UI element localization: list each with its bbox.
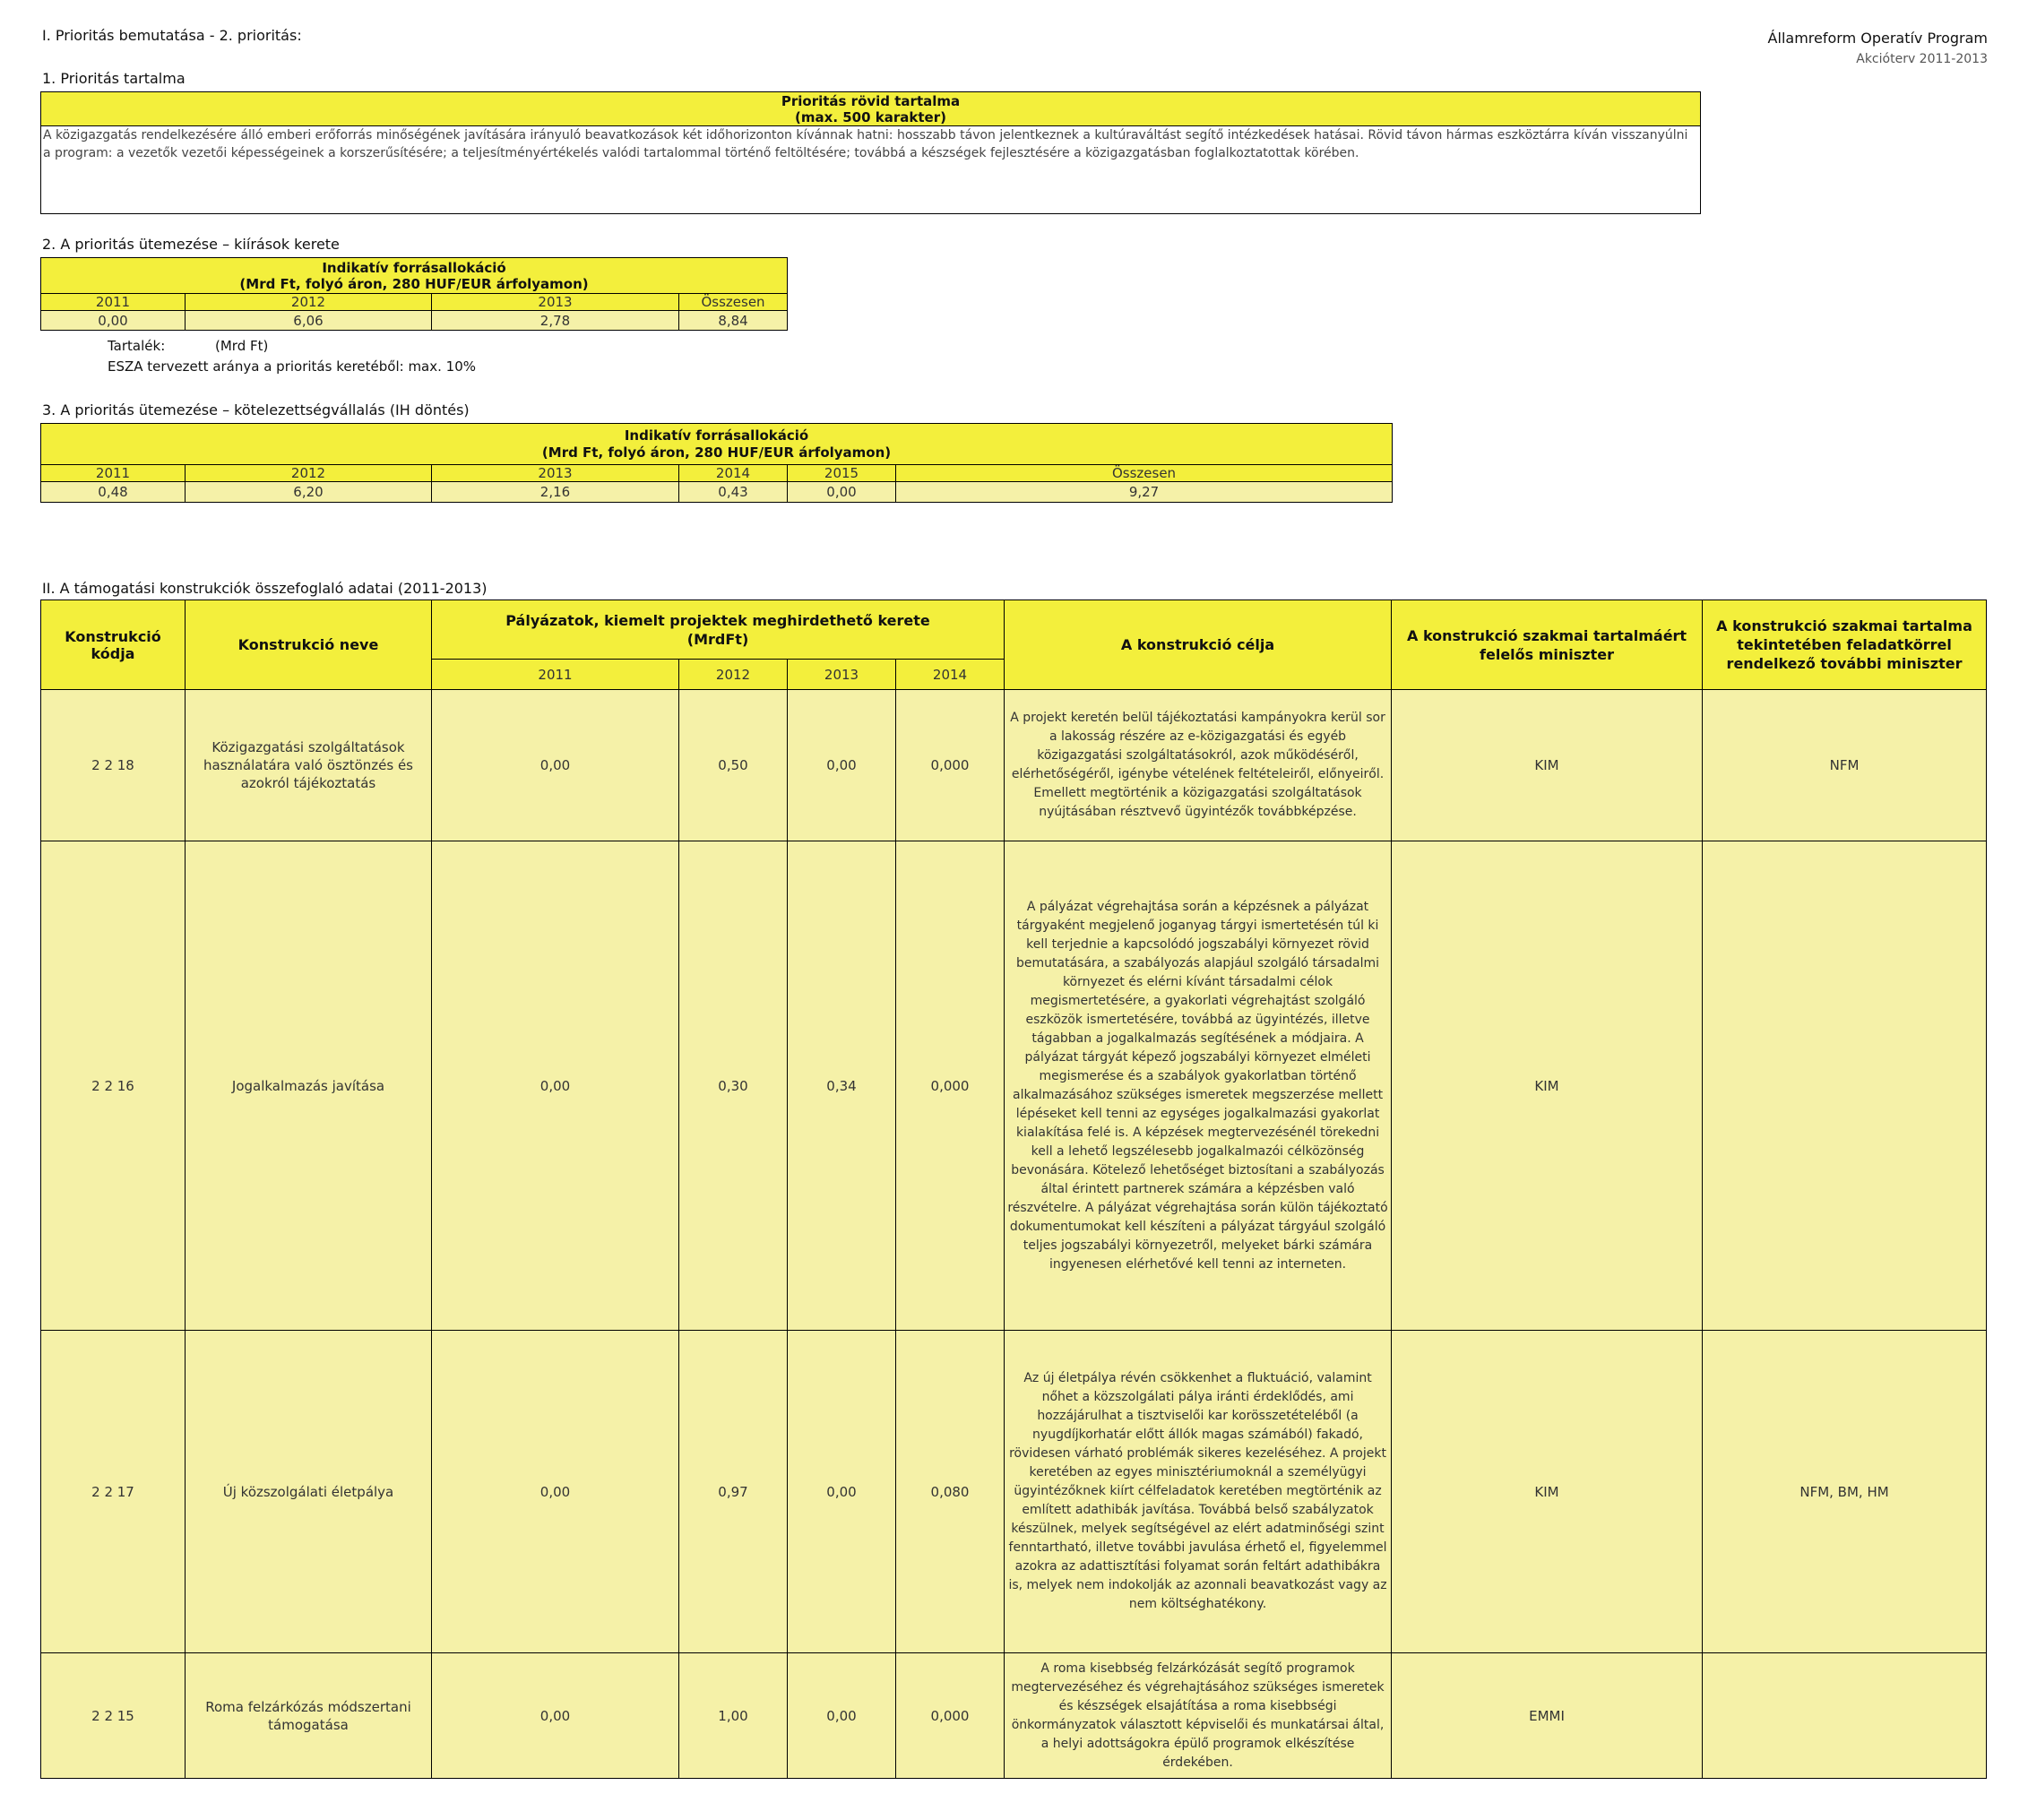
constructions-table <box>40 599 1987 1779</box>
row-value-2014: 0,000 <box>896 841 1005 1331</box>
row-responsible-minister: KIM <box>1392 690 1703 841</box>
s3-col-2014: 2014 <box>679 465 788 482</box>
col-header-name: Konstrukció neve <box>186 600 432 690</box>
row-value-2011: 0,00 <box>432 841 679 1331</box>
table-row <box>41 1331 1987 1653</box>
s2-title: 2. A prioritás ütemezése – kiírások kerete <box>42 236 340 253</box>
col-header-2013: 2013 <box>788 660 896 690</box>
row-name: Új közszolgálati életpálya <box>186 1331 432 1653</box>
row-further-minister <box>1703 841 1987 1331</box>
s3-commitment-table <box>40 423 1393 503</box>
row-responsible-minister: KIM <box>1392 1331 1703 1653</box>
priority-content-text: A közigazgatás rendelkezésére álló emberi erőforrás minőségének javítására irányuló beavatkozások két időhorizonton kívánnak hatni: hosszabb távon jelentkeznek a kultúraváltást segítő intézkedések hatásai. Rövid távon hármas eszköztárra kíván visszanyúlni a program: a vezetők vezetői képességeinek a korszerűsítésére; a teljesítményértékelés valódi tartalommal történő feltöltésére; továbbá a készségek fejlesztésére a közigazgatásban foglalkoztatottak körében. <box>41 126 1701 214</box>
table-row <box>41 690 1987 841</box>
priority-content-header: Prioritás rövid tartalma (max. 500 karakter) <box>41 92 1701 126</box>
row-code: 2 2 16 <box>41 841 186 1331</box>
row-value-2013: 0,00 <box>788 1653 896 1779</box>
s2-val-2012: 6,06 <box>186 311 432 331</box>
row-name: Közigazgatási szolgáltatások használatára való ösztönzés és azokról tájékoztatás <box>186 690 432 841</box>
row-goal: A pályázat végrehajtása során a képzésnek a pályázat tárgyaként megjelenő joganyag tárgyi ismertetésén túl ki kell terjednie a kapcsolódó jogszabályi környezet rövid bemutatására, a szabályozás alapjául szolgáló társadalmi környezet és elérni kívánt társadalmi célok megismertetésére, a gyakorlati végrehajtást szolgáló eszközök ismertetésére, továbbá az ügyintézés, illetve tágabban a jogalkalmazás segítésének a módjaira. A pályázat tárgyát képező jogszabályi környezet elméleti megismerése és a szabályok gyakorlatban történő alkalmazásához szükséges ismeretek megszerzése mellett lépéseket kell tenni az egységes jogalkalmazási gyakorlat kialakítása felé is. A képzések megtervezésénél törekedni kell a lehető legszélesebb jogalkalmazói célközönség bevonására. Kötelező lehetőséget biztosítani a szabályozás által érintett partnerek számára a képzésben való részvételre. A pályázat végrehajtása során külön tájékoztató dokumentumokat kell készíteni a pályázat tárgyául szolgáló teljes jogszabályi környezetről, melyeket bárki számára ingyenesen elérhetővé kell tenni az interneten. <box>1005 841 1392 1331</box>
row-name: Roma felzárkózás módszertani támogatása <box>186 1653 432 1779</box>
col-header-2014: 2014 <box>896 660 1005 690</box>
s3-header: Indikatív forrásallokáció (Mrd Ft, folyó áron, 280 HUF/EUR árfolyamon) <box>41 424 1393 465</box>
row-value-2014: 0,000 <box>896 690 1005 841</box>
row-name: Jogalkalmazás javítása <box>186 841 432 1331</box>
row-value-2014: 0,080 <box>896 1331 1005 1653</box>
col-header-2011: 2011 <box>432 660 679 690</box>
row-code: 2 2 18 <box>41 690 186 841</box>
row-value-2012: 1,00 <box>679 1653 788 1779</box>
row-goal: A projekt keretén belül tájékoztatási kampányokra kerül sor a lakosság részére az e-közigazgatási és egyéb közigazgatási szolgáltatásokról, azok működéséről, elérhetőségéről, igénybe vételének feltételeiről, előnyeiről. Emellett megtörténik a közigazgatási szolgáltatások nyújtásában résztvevő ügyintézők továbbképzése. <box>1005 690 1392 841</box>
section-title: I. Prioritás bemutatása - 2. prioritás: <box>42 27 302 44</box>
row-value-2013: 0,00 <box>788 1331 896 1653</box>
row-value-2012: 0,50 <box>679 690 788 841</box>
row-further-minister <box>1703 1653 1987 1779</box>
table-row <box>41 1653 1987 1779</box>
row-goal: Az új életpálya révén csökkenhet a fluktuáció, valamint nőhet a közszolgálati pálya iránti érdeklődés, ami hozzájárulhat a tisztviselői kar korösszetételéből (a nyugdíjkorhatár előtt állók magas számából) fakadó, rövidesen várható problémák sikeres kezeléséhez. A projekt keretében az egyes minisztériumoknál a személyügyi ügyintézőknek kiírt célfeladatok keretében megtörténik az említett adathibák javítása. Továbbá belső szabályzatok készülnek, melyek segítségével az elért adatminőségi szint fenntartható, illetve további javulása érhető el, figyelemmel azokra az adattisztítási folyamat során feltárt adathibákra is, melyek nem indokolják az azonnali beavatkozást vagy az nem költséghatékony. <box>1005 1331 1392 1653</box>
s3-col-2012: 2012 <box>186 465 432 482</box>
row-value-2011: 0,00 <box>432 1653 679 1779</box>
s2-col-2013: 2013 <box>432 294 679 311</box>
plan-name: Akcióterv 2011-2013 <box>1856 52 1988 66</box>
table-row <box>41 841 1987 1331</box>
reserve-unit: (Mrd Ft) <box>215 338 269 354</box>
row-code: 2 2 15 <box>41 1653 186 1779</box>
row-responsible-minister: EMMI <box>1392 1653 1703 1779</box>
row-responsible-minister: KIM <box>1392 841 1703 1331</box>
row-value-2011: 0,00 <box>432 1331 679 1653</box>
row-value-2012: 0,97 <box>679 1331 788 1653</box>
s2-val-2011: 0,00 <box>41 311 186 331</box>
col-header-code: Konstrukció kódja <box>41 600 186 690</box>
s2-col-2011: 2011 <box>41 294 186 311</box>
row-value-2012: 0,30 <box>679 841 788 1331</box>
s3-col-total: Összesen <box>896 465 1393 482</box>
row-goal: A roma kisebbség felzárkózását segítő programok megtervezéséhez és végrehajtásához szükséges ismeretek és készségek elsajátítása a roma kisebbségi önkormányzatok választott képviselői és munkatársai által, a helyi adottságokra épülő programok elkészítése érdekében. <box>1005 1653 1392 1779</box>
s3-val-2011: 0,48 <box>41 482 186 503</box>
s1-title: 1. Prioritás tartalma <box>42 70 186 87</box>
s3-title: 3. A prioritás ütemezése – kötelezettségvállalás (IH döntés) <box>42 401 470 418</box>
row-further-minister: NFM, BM, HM <box>1703 1331 1987 1653</box>
s2-val-total: 8,84 <box>679 311 788 331</box>
s2-header: Indikatív forrásallokáció (Mrd Ft, folyó áron, 280 HUF/EUR árfolyamon) <box>41 258 788 294</box>
reserve-label: Tartalék: <box>108 338 166 354</box>
col-header-responsible-minister: A konstrukció szakmai tartalmáért felelős miniszter <box>1392 600 1703 690</box>
s2-val-2013: 2,78 <box>432 311 679 331</box>
row-further-minister: NFM <box>1703 690 1987 841</box>
s3-col-2015: 2015 <box>788 465 896 482</box>
s2-allocation-table <box>40 257 788 331</box>
s3-col-2011: 2011 <box>41 465 186 482</box>
row-code: 2 2 17 <box>41 1331 186 1653</box>
col-header-goal: A konstrukció célja <box>1005 600 1392 690</box>
s3-val-total: 9,27 <box>896 482 1393 503</box>
row-value-2014: 0,000 <box>896 1653 1005 1779</box>
row-value-2013: 0,00 <box>788 690 896 841</box>
priority-content-table <box>40 91 1701 214</box>
s3-val-2015: 0,00 <box>788 482 896 503</box>
s3-val-2012: 6,20 <box>186 482 432 503</box>
s2-col-2012: 2012 <box>186 294 432 311</box>
col-header-2012: 2012 <box>679 660 788 690</box>
s3-val-2013: 2,16 <box>432 482 679 503</box>
s3-col-2013: 2013 <box>432 465 679 482</box>
col-header-frame: Pályázatok, kiemelt projektek meghirdethető kerete (MrdFt) <box>432 600 1005 660</box>
esza-share: ESZA tervezett aránya a prioritás keretéből: max. 10% <box>108 358 476 375</box>
program-name: Államreform Operatív Program <box>1767 30 1988 47</box>
row-value-2013: 0,34 <box>788 841 896 1331</box>
row-value-2011: 0,00 <box>432 690 679 841</box>
s2-col-total: Összesen <box>679 294 788 311</box>
col-header-further-minister: A konstrukció szakmai tartalma tekintetében feladatkörrel rendelkező további miniszter <box>1703 600 1987 690</box>
s4-title: II. A támogatási konstrukciók összefoglaló adatai (2011-2013) <box>42 580 488 597</box>
s3-val-2014: 0,43 <box>679 482 788 503</box>
